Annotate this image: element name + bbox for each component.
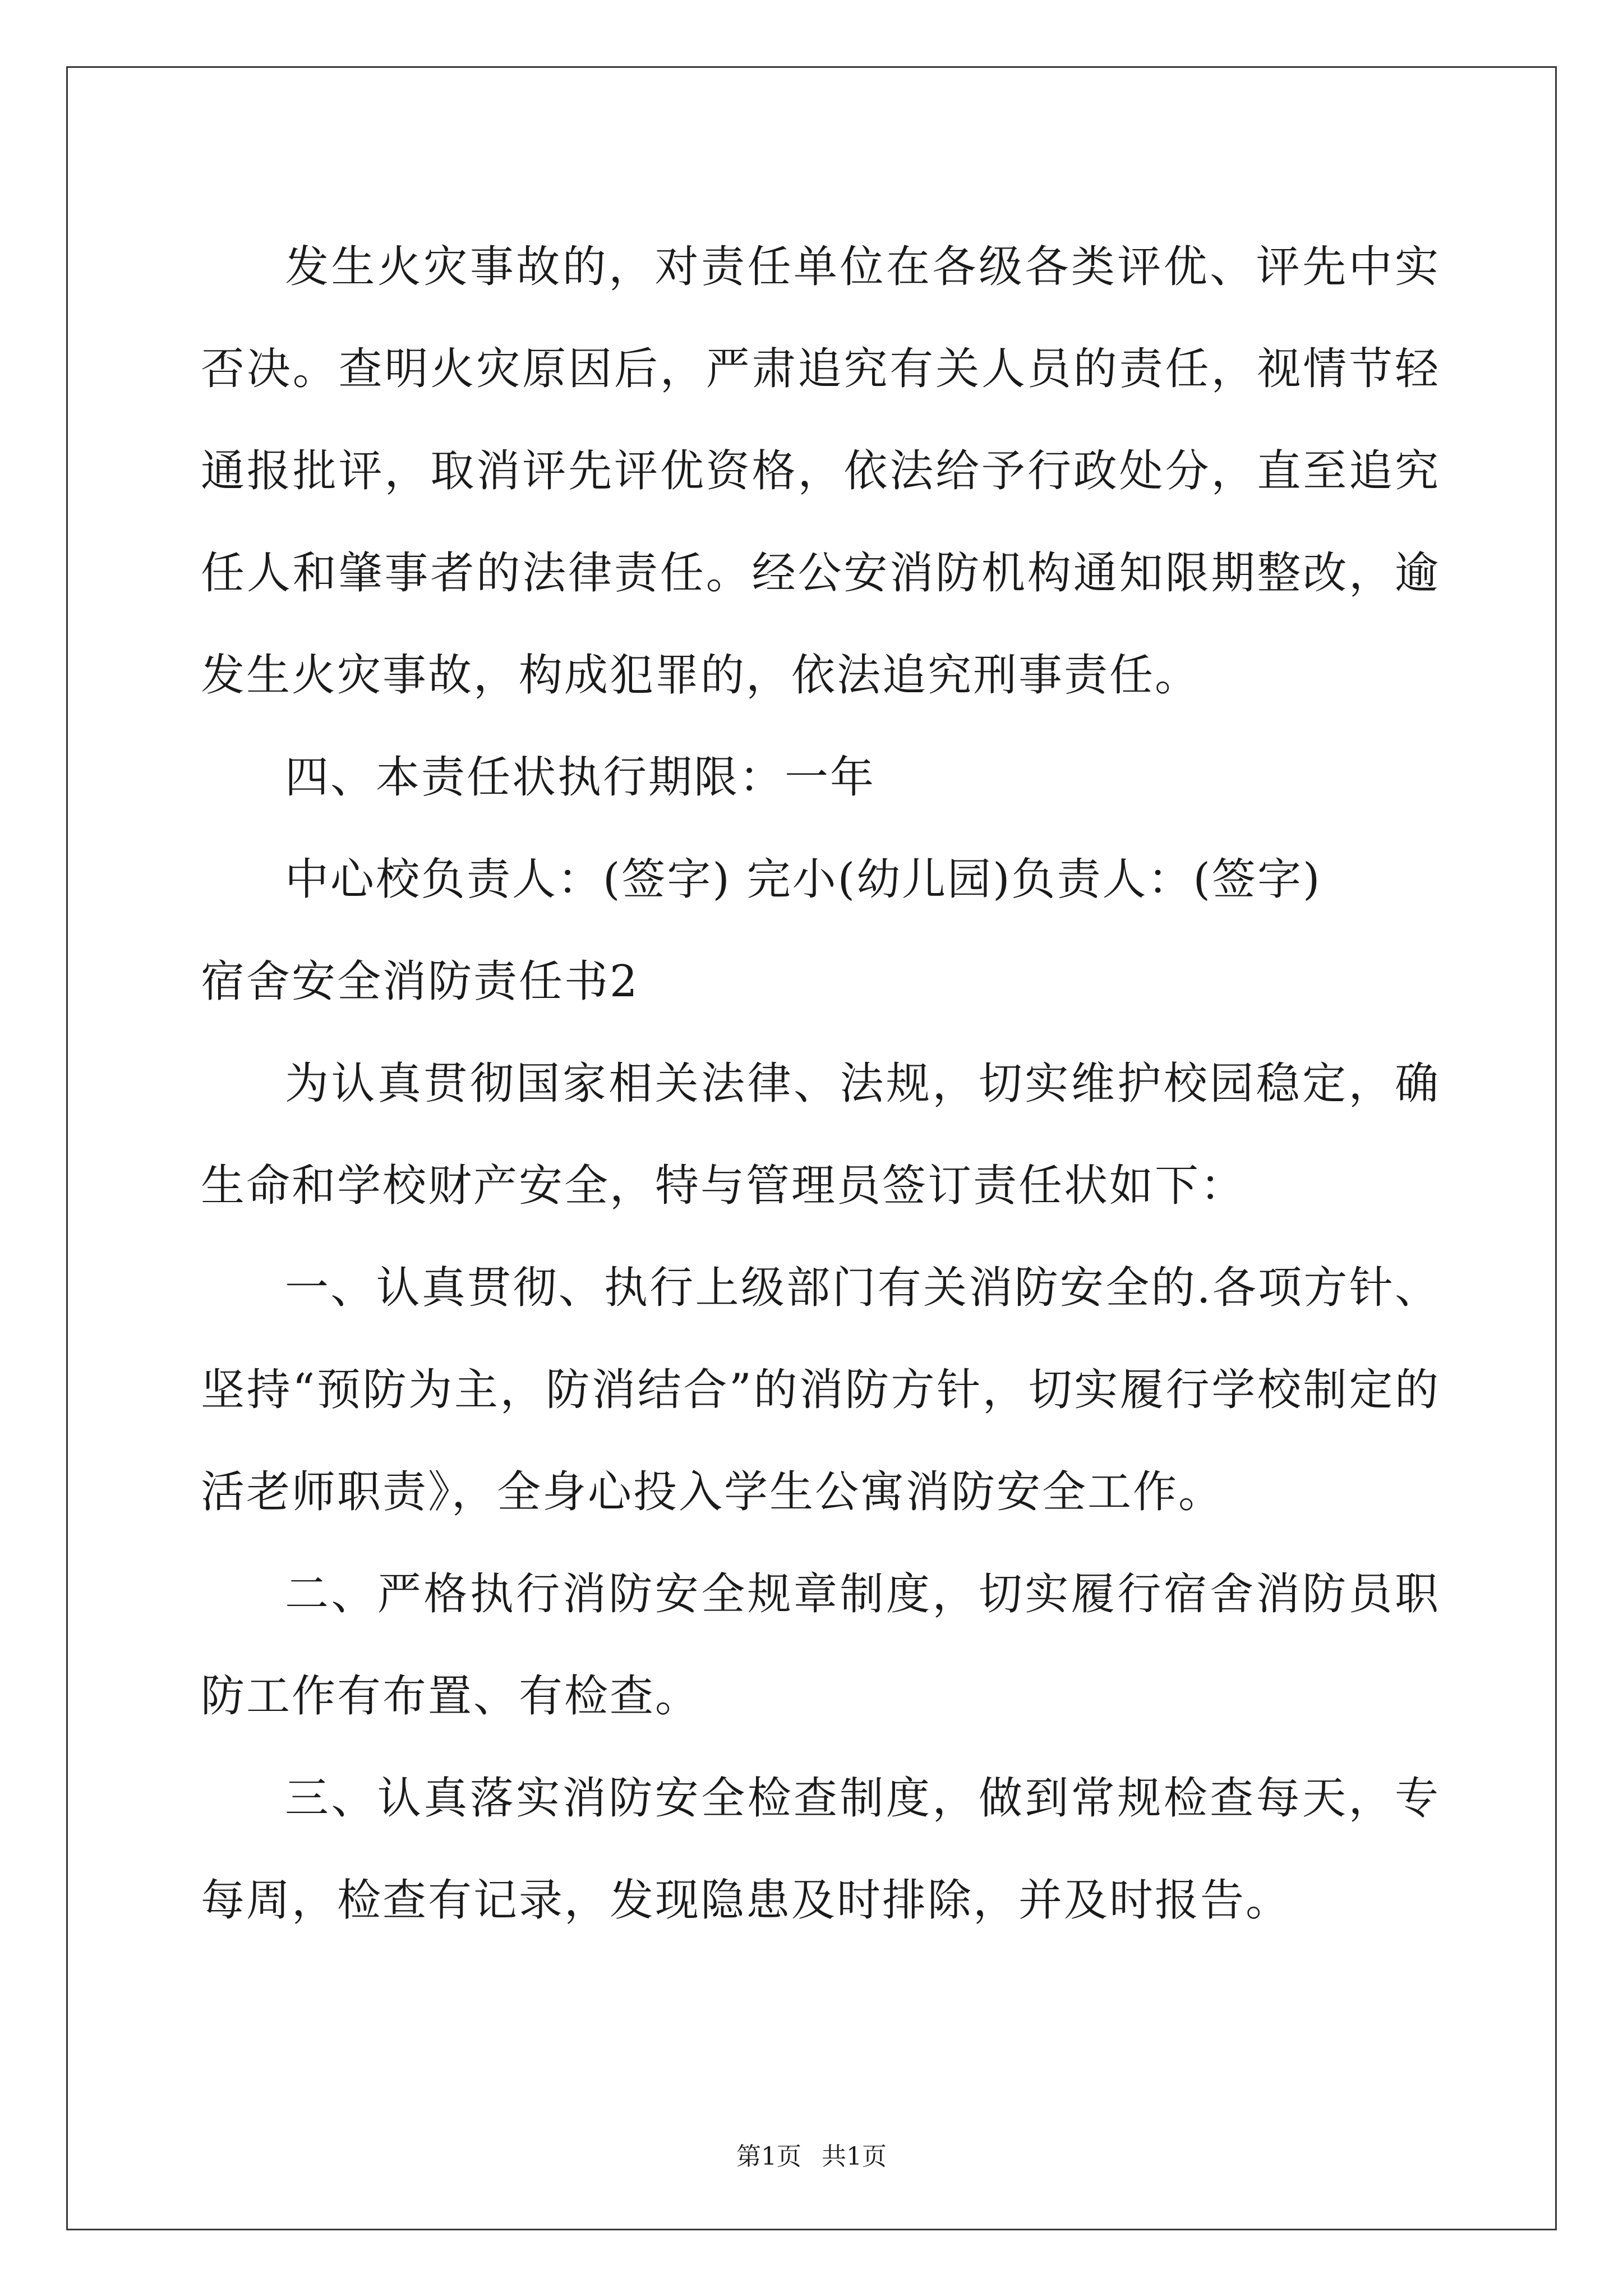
paragraph-line: 发生火灾事故，构成犯罪的，依法追究刑事责任。 xyxy=(201,650,1201,701)
document-body xyxy=(201,216,1440,1952)
section-title: 宿舍安全消防责任书2 xyxy=(201,956,639,1007)
paragraph-line: 生命和学校财产安全，特与管理员签订责任状如下： xyxy=(201,1161,1246,1211)
paragraph-line: 发生火灾事故的，对责任单位在各级各类评优、评先中实 xyxy=(285,242,1440,292)
paragraph-line: 活老师职责》，全身心投入学生公寓消防安全工作。 xyxy=(201,1467,1224,1517)
paragraph-line: 坚持“预防为主，防消结合”的消防方针，切实履行学校制定的 xyxy=(201,1365,1440,1415)
paragraph-line: 每周，检查有记录，发现隐患及时排除，并及时报告。 xyxy=(201,1875,1292,1926)
paragraph-line: 为认真贯彻国家相关法律、法规，切实维护校园稳定，确 xyxy=(285,1059,1440,1109)
paragraph-line: 防工作有布置、有检查。 xyxy=(201,1671,701,1722)
paragraph-line: 三、认真落实消防安全检查制度，做到常规检查每天，专 xyxy=(285,1773,1440,1824)
signature-line: 中心校负责人：(签字) 完小(幼儿园)负责人：(签字) xyxy=(285,854,1322,905)
page-footer xyxy=(0,2136,1623,2172)
paragraph-line: 四、本责任状执行期限：一年 xyxy=(285,752,876,803)
page-total: 共1页 xyxy=(822,2142,887,2171)
paragraph-line: 一、认真贯彻、执行上级部门有关消防安全的.各项方针、 xyxy=(285,1263,1440,1313)
paragraph-line: 任人和肇事者的法律责任。经公安消防机构通知限期整改，逾 xyxy=(201,548,1440,599)
page-number: 第1页 xyxy=(736,2142,801,2171)
paragraph-line: 否决。查明火灾原因后，严肃追究有关人员的责任，视情节轻 xyxy=(201,344,1440,394)
paragraph-line: 通报批评，取消评先评优资格，依法给予行政处分，直至追究 xyxy=(201,446,1440,496)
paragraph-line: 二、严格执行消防安全规章制度，切实履行宿舍消防员职 xyxy=(285,1569,1440,1619)
